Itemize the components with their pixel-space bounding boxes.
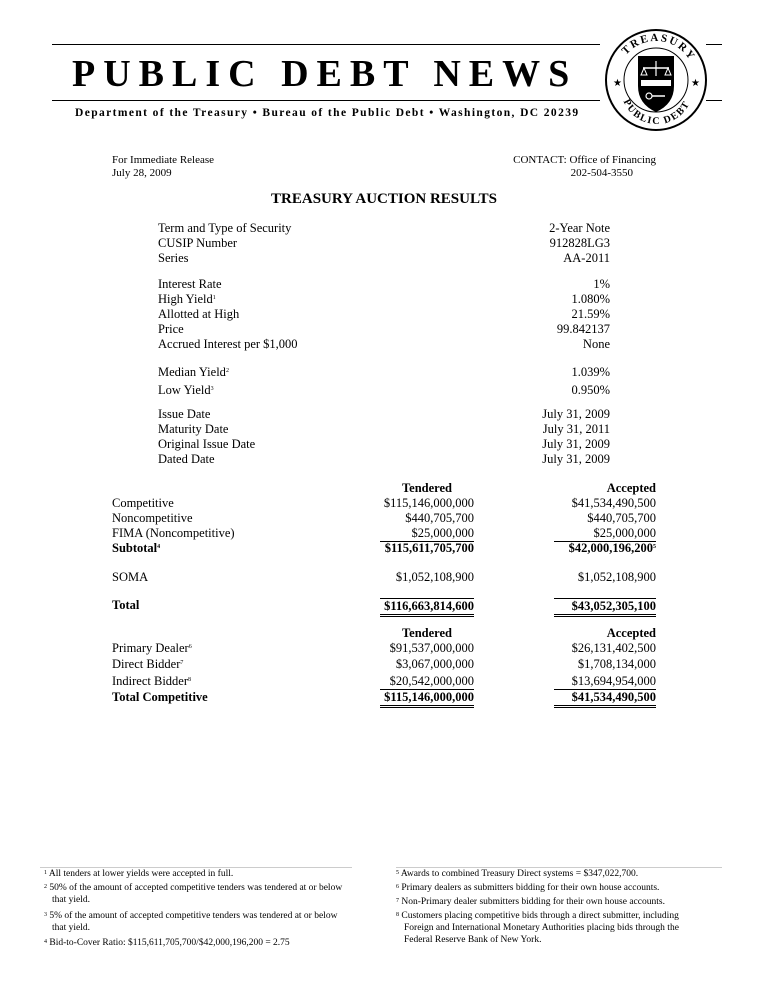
security-value: 99.842137 [556, 322, 610, 336]
footnote-ref: 3 [210, 386, 214, 392]
footnote-number: 7 [396, 898, 399, 904]
footnote-continuation: that yield. [52, 923, 90, 933]
security-label-text: CUSIP Number [158, 236, 238, 250]
security-value: 912828LG3 [549, 236, 610, 250]
security-label-text: Original Issue Date [158, 437, 256, 451]
security-label [158, 437, 255, 452]
security-label [158, 307, 239, 322]
tendered-value: $115,146,000,000 [380, 690, 474, 708]
footnote-text: Customers placing competitive bids through a direct submitter, including [401, 911, 679, 921]
footnote [44, 937, 290, 949]
masthead-top-rule [52, 44, 600, 45]
accepted-value [554, 570, 656, 585]
svg-text:★: ★ [691, 78, 700, 89]
contact-label: CONTACT: Office of Financing [513, 154, 656, 166]
security-label [158, 407, 210, 422]
security-label [158, 277, 222, 292]
footnote-number: 3 [44, 912, 47, 918]
security-label-text: Maturity Date [158, 422, 229, 436]
footnote-text: All tenders at lower yields were accepted in full. [48, 869, 234, 879]
row-label-text: Total Competitive [112, 690, 208, 704]
row-label-text: Subtotal [112, 541, 158, 555]
footnote [44, 882, 342, 894]
footnote [396, 882, 659, 894]
accepted-value [554, 496, 656, 511]
security-label [158, 251, 189, 266]
treasury-seal-icon [597, 26, 715, 134]
security-label-text: Price [158, 322, 184, 336]
table-row-label [112, 511, 193, 526]
release-date: July 28, 2009 [112, 167, 172, 179]
footnote-number: 6 [396, 884, 399, 890]
security-value: 2-Year Note [549, 221, 610, 235]
footnote-ref: 8 [188, 677, 192, 683]
footnote-text: Non-Primary dealer submitters bidding for their own house accounts. [401, 897, 665, 907]
footnote [44, 910, 337, 922]
accepted-text: $41,534,490,500 [571, 496, 656, 510]
security-label [158, 221, 291, 236]
footnote-text: 5% of the amount of accepted competitive tenders was tendered at or below [49, 911, 338, 921]
footnote [396, 868, 638, 880]
security-value: 21.59% [571, 307, 610, 321]
table-row-label [112, 674, 191, 689]
tendered-value: $91,537,000,000 [389, 641, 474, 655]
footnote-ref: 1 [212, 295, 216, 301]
security-label-text: Accrued Interest per $1,000 [158, 337, 298, 351]
row-label-text: Primary Dealer [112, 641, 189, 655]
accepted-value: $26,131,402,500 [571, 641, 656, 655]
security-value: 1.080% [571, 292, 610, 306]
tendered-value: $1,052,108,900 [395, 570, 474, 584]
footnote [396, 896, 665, 908]
security-label [158, 292, 216, 307]
security-label-text: High Yield [158, 292, 213, 306]
security-label [158, 236, 237, 251]
security-value: July 31, 2011 [542, 422, 610, 436]
accepted-text: $1,052,108,900 [577, 570, 656, 584]
footnote-number: 8 [396, 912, 399, 918]
footnote-number: 4 [44, 939, 47, 945]
accepted-text: $440,705,700 [587, 511, 656, 525]
table-row-label [112, 570, 148, 585]
tendered-value: $116,663,814,600 [380, 598, 474, 617]
row-label-text: FIMA (Noncompetitive) [112, 526, 235, 540]
masthead-bottom-rule [52, 100, 600, 101]
row-label-text: Indirect Bidder [112, 674, 189, 688]
footnote-continuation: Foreign and International Monetary Authorities placing bids through the [404, 923, 679, 933]
tendered-value: $115,611,705,700 [384, 541, 474, 555]
security-label-text: Series [158, 251, 189, 265]
table-row-label [112, 526, 235, 541]
security-label [158, 365, 229, 380]
footnote-text: Awards to combined Treasury Direct systems = $347,022,700. [400, 869, 639, 879]
footnote-text: Bid-to-Cover Ratio: $115,611,705,700/$42,000,196,200 = 2.75 [49, 938, 290, 948]
tendered-value: $25,000,000 [380, 526, 474, 542]
security-label-text: Dated Date [158, 452, 215, 466]
footnote-number: 1 [44, 870, 47, 876]
svg-text:PUBLIC DEBT: PUBLIC DEBT [620, 97, 693, 128]
security-value: 1.039% [571, 365, 610, 379]
table-row-label [112, 690, 208, 705]
security-label [158, 452, 215, 467]
row-label-text: Competitive [112, 496, 174, 510]
accepted-value [554, 541, 656, 556]
svg-text:TREASURY: TREASURY [619, 31, 698, 64]
security-value: July 31, 2009 [542, 407, 610, 421]
footnote-ref: 2 [225, 368, 229, 374]
table-row-label [112, 598, 139, 613]
page-title: TREASURY AUCTION RESULTS [271, 191, 497, 207]
footnote-number: 2 [44, 884, 47, 890]
table-row-label [112, 541, 160, 556]
footnote-ref: 5 [653, 544, 656, 550]
accepted-value: $13,694,954,000 [554, 674, 656, 690]
table2-header-tendered: Tendered [401, 626, 452, 640]
table2-header-accepted: Accepted [606, 626, 656, 640]
masthead-subhead: Department of the Treasury • Bureau of the Public Debt • Washington, DC 20239 [75, 107, 580, 119]
masthead-title: PUBLIC DEBT NEWS [72, 53, 578, 95]
row-label-text: SOMA [112, 570, 149, 584]
footnote-ref: 6 [188, 644, 192, 650]
footnote-ref: 4 [157, 544, 161, 550]
table-row-label [112, 496, 174, 511]
row-label-text: Noncompetitive [112, 511, 193, 525]
contact-phone: 202-504-3550 [570, 167, 633, 179]
security-value: 0.950% [571, 383, 610, 397]
accepted-value: $41,534,490,500 [554, 690, 656, 708]
table-row-label [112, 657, 183, 672]
security-label-text: Low Yield [158, 383, 211, 397]
footnote-continuation: that yield. [52, 895, 90, 905]
accepted-value [554, 511, 656, 526]
security-value: July 31, 2009 [542, 452, 610, 466]
accepted-text: $43,052,305,100 [571, 599, 656, 613]
accepted-value [554, 526, 656, 542]
security-label-text: Median Yield [158, 365, 226, 379]
row-label-text: Direct Bidder [112, 657, 181, 671]
security-label [158, 337, 298, 352]
svg-text:★: ★ [613, 78, 622, 89]
security-value: None [582, 337, 610, 351]
footnote-continuation: Federal Reserve Bank of New York. [404, 935, 542, 945]
row-label-text: Total [112, 598, 140, 612]
security-label-text: Issue Date [158, 407, 211, 421]
table-row-label [112, 641, 192, 656]
accepted-value [554, 598, 656, 617]
security-value: 1% [593, 277, 610, 291]
accepted-text: $42,000,196,200 [568, 541, 653, 555]
tendered-value: $115,146,000,000 [383, 496, 474, 510]
security-value: AA-2011 [563, 251, 610, 265]
footnote [44, 868, 233, 880]
security-label [158, 383, 214, 398]
tendered-value: $440,705,700 [405, 511, 474, 525]
table1-header-accepted: Accepted [606, 481, 656, 495]
footnote-ref: 7 [180, 660, 184, 666]
security-label [158, 322, 184, 337]
release-label: For Immediate Release [112, 154, 215, 166]
table1-header-tendered: Tendered [401, 481, 452, 495]
security-value: July 31, 2009 [542, 437, 610, 451]
tendered-value: $3,067,000,000 [395, 657, 474, 671]
security-label-text: Term and Type of Security [158, 221, 292, 235]
security-label [158, 422, 228, 437]
security-label-text: Allotted at High [158, 307, 240, 321]
tendered-value: $20,542,000,000 [380, 674, 474, 690]
accepted-value: $1,708,134,000 [577, 657, 656, 671]
security-label-text: Interest Rate [158, 277, 222, 291]
footnote-text: Primary dealers as submitters bidding for their own house accounts. [401, 883, 660, 893]
footnote-text: 50% of the amount of accepted competitive tenders was tendered at or below [49, 883, 343, 893]
accepted-text: $25,000,000 [593, 526, 656, 540]
footnote [396, 910, 679, 922]
footnote-number: 5 [396, 870, 399, 876]
